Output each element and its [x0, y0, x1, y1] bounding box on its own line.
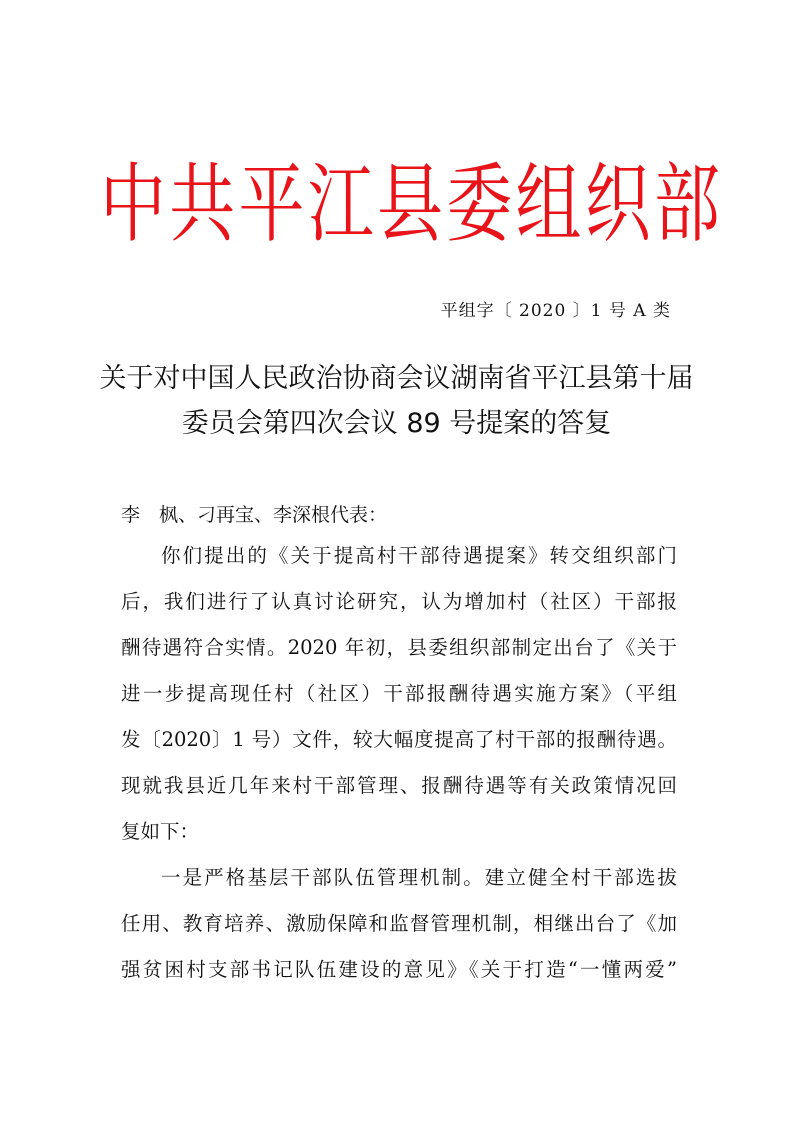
masthead — [100, 150, 720, 260]
document-title-line-2: 委员会第四次会议 89 号提案的答复 — [181, 408, 612, 439]
masthead-char: 县 — [377, 154, 443, 255]
masthead-char: 组 — [515, 154, 582, 255]
body-line: 发〔2020〕1 号）文件，较大幅度提高了村干部的报酬待遇。 — [121, 728, 677, 751]
body-line: 强贫困村支部书记队伍建设的意见》《关于打造“一懂两爱” — [121, 958, 677, 981]
masthead-char: 共 — [169, 154, 236, 255]
body-line: 一是严格基层干部队伍管理机制。建立健全村干部选拔 — [161, 866, 677, 889]
masthead-char: 江 — [307, 154, 374, 255]
body-line: 现就我县近几年来村干部管理、报酬待遇等有关政策情况回 — [121, 774, 677, 797]
masthead-char: 织 — [584, 154, 651, 255]
body-line: 复如下： — [121, 820, 200, 843]
body-line: 后，我们进行了认真讨论研究，认为增加村（社区）干部报 — [121, 590, 677, 613]
masthead-char: 平 — [238, 154, 305, 255]
masthead-char: 委 — [446, 154, 513, 255]
body-line: 进一步提高现任村（社区）干部报酬待遇实施方案》（平组 — [121, 682, 677, 705]
salutation: 李 枫、刁再宝、李深根代表： — [121, 504, 388, 526]
document-number: 平组字〔 2020 〕1 号 A 类 — [440, 301, 671, 321]
document-title-line-1: 关于对中国人民政治协商会议湖南省平江县第十届 — [99, 363, 694, 394]
body-line: 酬待遇符合实情。2020 年初，县委组织部制定出台了《关于 — [121, 636, 677, 659]
body-line: 任用、教育培养、激励保障和监督管理机制，相继出台了《加 — [121, 912, 677, 935]
masthead-char: 部 — [654, 154, 720, 255]
body-line: 你们提出的《关于提高村干部待遇提案》转交组织部门 — [161, 544, 677, 567]
masthead-char: 中 — [100, 154, 166, 255]
